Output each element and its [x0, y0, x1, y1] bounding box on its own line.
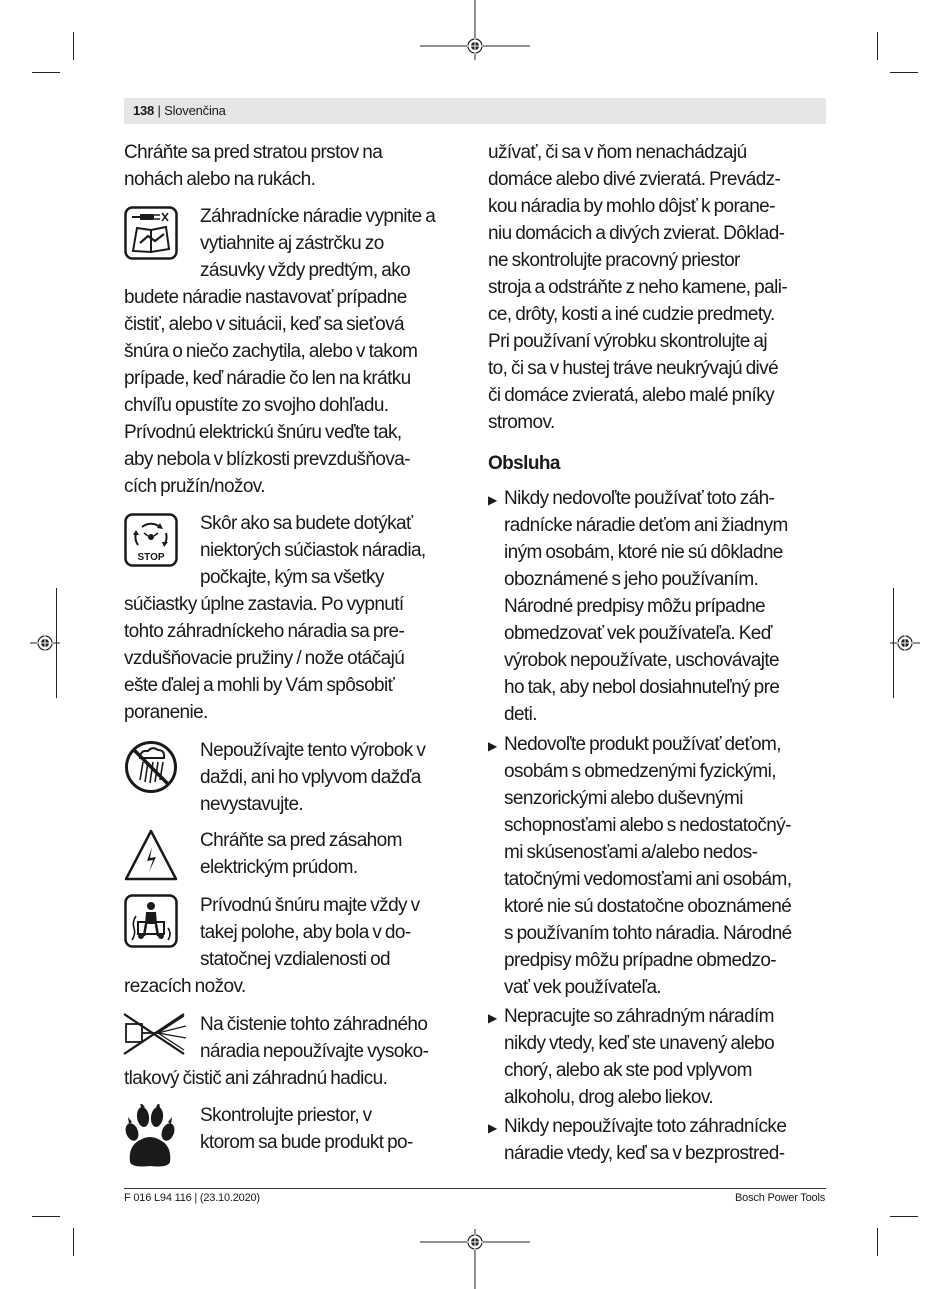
unplug-instruction-cont: budete náradie nastavovať prípadne čistiť, alebo v situácii, keď sa sieťová šnúra o niečo zachytila, alebo v takom prípade, keď náradie čo len na krátku chvíľu opustíte zo svojho dohľadu. Prívodnú elektrickú šnúru veďte tak, aby nebola v blízkosti prevzdušňova- cích pružín/nožov. — [124, 287, 418, 497]
bullet-icon: ▶ — [488, 493, 498, 507]
animal-paw-icon — [122, 1104, 178, 1170]
bullet-icon: ▶ — [488, 1121, 498, 1135]
registration-mark-icon — [30, 628, 60, 658]
electric-shock-warning-icon — [122, 827, 180, 885]
stop-instruction-cont: súčiastky úplne zastavia. Po vypnutí tohto záhradníckeho náradia sa pre- vzdušňovacie pružiny / nože otáčajú ešte ďalej a mohli by Vám spôsobiť poranenie. — [124, 594, 405, 723]
no-rain-icon — [124, 740, 178, 794]
cord-away-from-blades-icon — [124, 894, 178, 948]
bullet-icon: ▶ — [488, 739, 498, 753]
animals-instruction-cont: užívať, či sa v ňom nenachádzajú domáce alebo divé zvieratá. Prevádz- kou náradia by mohlo dôjsť k porane- niu domácich a divých zvierat. Dôklad- ne skontrolujte pracovný priestor stroja a odstráňte z neho kamene, pali- ce, drôty, kosti a iné cudzie predmety. Pri používaní výrobku skontrolujte aj to, či sa v hustej tráve neukrývajú divé či domáce zvieratá, alebo malé pníky stromov. — [488, 142, 788, 433]
rain-instruction: Nepoužívajte tento výrobok v daždi, ani ho vplyvom dažďa nevystavujte. — [200, 740, 426, 815]
page-number: 138 — [133, 103, 155, 118]
cord-instruction: Prívodnú šnúru majte vždy v takej polohe, aby bola v do- statočnej vzdialenosti od — [200, 895, 420, 970]
bullet-item: Nedovoľte produkt používať deťom, osobám s obmedzenými fyzickými, senzorickými alebo duševnými schopnosťami alebo s nedostatočný- mi skúsenosťami a/alebo nedos- tatočnými vedomosťami ani osobám, ktoré nie sú dostatočne oboznámené s používaním tohto náradia. Národné predpisy môžu prípadne obmedzo- vať vek používateľa. — [504, 734, 792, 998]
shock-instruction: Chráňte sa pred zásahom elektrickým prúdom. — [200, 830, 402, 878]
wash-instruction: Na čistenie tohto záhradného náradia nepoužívajte vysoko- — [200, 1014, 429, 1062]
read-manual-unplug-icon — [124, 206, 178, 260]
animals-instruction: Skontrolujte priestor, v ktorom sa bude produkt po- — [200, 1105, 413, 1153]
page-header — [124, 98, 826, 124]
no-pressure-washer-icon — [122, 1010, 188, 1058]
registration-mark-icon — [890, 628, 920, 658]
intro-text: Chráňte sa pred stratou prstov na nohách alebo na rukách. — [124, 142, 383, 190]
section-heading-obsluha: Obsluha — [488, 453, 560, 474]
footer-doc-ref: F 016 L94 116 | (23.10.2020) — [124, 1192, 260, 1204]
bullet-item: Nikdy nepoužívajte toto záhradnícke náradie vtedy, keď sa v bezprostred- — [504, 1116, 787, 1164]
footer-rule — [124, 1188, 826, 1189]
footer-brand: Bosch Power Tools — [735, 1192, 825, 1204]
header-label: 138 | Slovenčina — [133, 103, 226, 118]
bullet-item: Nepracujte so záhradným náradím nikdy vtedy, keď ste unavený alebo chorý, alebo ak ste pod vplyvom alkoholu, drog alebo liekov. — [504, 1006, 775, 1108]
stop-label: STOP — [137, 552, 165, 563]
stop-instruction: Skôr ako sa budete dotýkať niektorých súčiastok náradia, počkajte, kým sa všetky — [200, 513, 426, 588]
registration-mark-icon — [420, 1229, 530, 1289]
bullet-icon: ▶ — [488, 1011, 498, 1025]
wait-rotating-parts-stop-icon — [124, 513, 178, 567]
wash-instruction-cont: tlakový čistič ani záhradnú hadicu. — [124, 1068, 388, 1089]
unplug-instruction: Záhradnícke náradie vypnite a vytiahnite aj zástrčku zo zásuvky vždy predtým, ako — [200, 206, 436, 281]
registration-mark-icon — [420, 0, 530, 60]
bullet-item: Nikdy nedovoľte používať toto záh- radnícke náradie deťom ani žiadnym iným osobám, ktoré nie sú dôkladne oboznámené s jeho používaním. Národné predpisy môžu prípadne obmedzovať vek používateľa. Keď výrobok nepoužívate, uschovávajte ho tak, aby nebol dosiahnuteľný pre deti. — [504, 488, 788, 725]
header-language: Slovenčina — [164, 103, 226, 118]
cord-instruction-cont: rezacích nožov. — [124, 976, 246, 997]
